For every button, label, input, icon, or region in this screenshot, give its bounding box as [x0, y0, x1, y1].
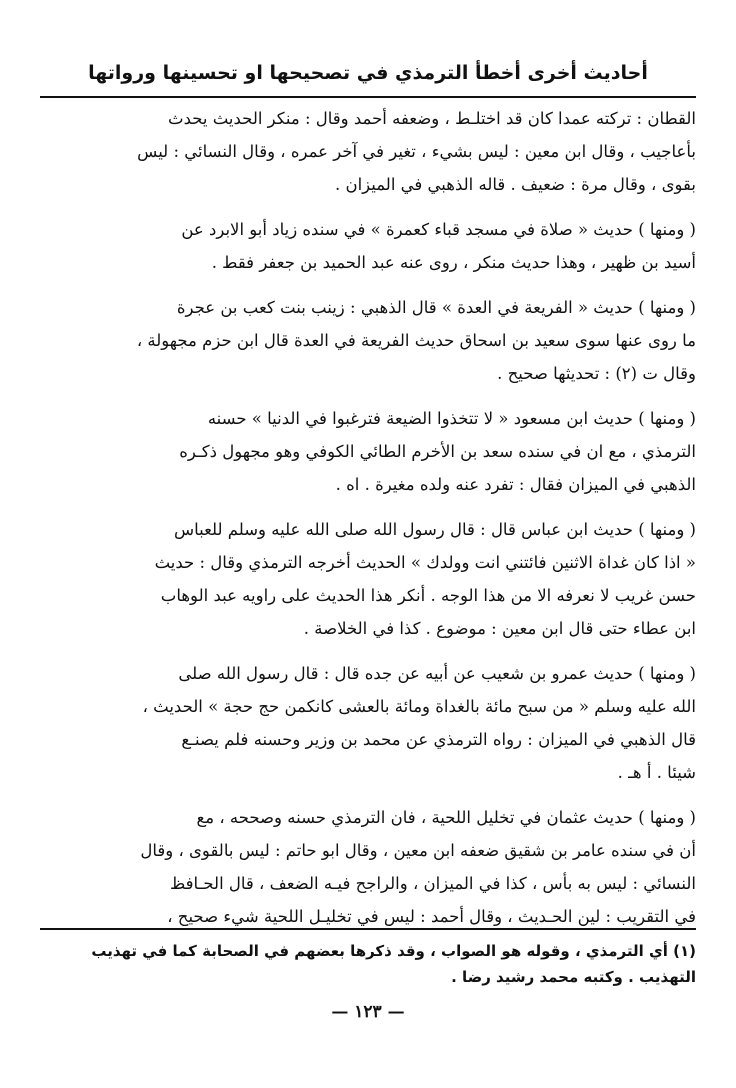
page-number: — ١٢٣ — [331, 1002, 405, 1022]
paragraph-7 [40, 801, 696, 933]
text-line: أسيد بن ظهير ، وهذا حديث منكر ، روى عنه عبد الحميد بن جعفر فقط . [211, 253, 696, 272]
paragraph-2 [40, 213, 696, 279]
text-line: ( ومنها ) حديث ابن عباس قال : قال رسول الله صلى الله عليه وسلم للعباس [173, 520, 696, 539]
main-text [40, 102, 696, 945]
text-line: وقال ت (٢) : تحديثها صحيح . [497, 364, 696, 383]
text-line: بقوى ، وقال مرة : ضعيف . قاله الذهبي في الميزان . [334, 175, 696, 194]
text-line: ( ومنها ) حديث عمرو بن شعيب عن أبيه عن جده قال : قال رسول الله صلى [178, 664, 696, 683]
text-line: ( ومنها ) حديث « الفريعة في العدة » قال الذهبي : زينب بنت كعب بن عجرة [176, 298, 696, 317]
text-line: حسن غريب لا نعرفه الا من هذا الوجه . أنكر هذا الحديث على راويه عبد الوهاب [160, 586, 696, 605]
text-line: ( ومنها ) حديث عثمان في تخليل اللحية ، فان الترمذي حسنه وصححه ، مع [196, 808, 696, 827]
footnote-line: (١) أي الترمذي ، وقوله هو الصواب ، وقد ذكرها بعضهم في الصحابة كما في تهذيب [91, 942, 696, 960]
paragraph-3 [40, 291, 696, 390]
paragraph-4 [40, 402, 696, 501]
text-line: قال الذهبي في الميزان : رواه الترمذي عن محمد بن وزير وحسنه فلم يصنـع [181, 730, 696, 749]
book-page [40, 56, 696, 1056]
text-line: « اذا كان غداة الاثنين فائتني انت وولدك » الحديث أخرجه الترمذي وقال : حديث [154, 553, 696, 572]
footnote-line: التهذيب . وكتبه محمد رشيد رضا . [451, 968, 696, 986]
header-divider [40, 96, 696, 98]
text-line: في التقريب : لين الحـديث ، وقال أحمد : ليس في تخليـل اللحية شيء صحيح ، [167, 907, 696, 926]
footnote-divider [40, 928, 696, 930]
paragraph-1 [40, 102, 696, 201]
text-line: الله عليه وسلم « من سبح مائة بالغداة ومائة بالعشى كانكمن حج حجة » الحديث ، [142, 697, 696, 716]
text-line: ( ومنها ) حديث « صلاة في مسجد قباء كعمرة » في سنده زياد أبو الابرد عن [181, 220, 696, 239]
text-line: ( ومنها ) حديث ابن مسعود « لا تتخذوا الضيعة فترغبوا في الدنيا » حسنه [207, 409, 696, 428]
text-line: ابن عطاء حتى قال ابن معين : موضوع . كذا في الخلاصة . [303, 619, 696, 638]
text-line: الترمذي ، مع ان في سنده سعد بن الأخرم الطائي الكوفي وهو مجهول ذكـره [179, 442, 696, 461]
text-line: شيئا . أ هـ . [617, 763, 696, 782]
paragraph-6 [40, 657, 696, 789]
text-line: الذهبي في الميزان فقال : تفرد عنه ولده مغيرة . اه . [335, 475, 696, 494]
paragraph-5 [40, 513, 696, 645]
running-header: أحاديث أخرى أخطأ الترمذي في تصحيحها او تحسينها ورواتها [88, 62, 648, 84]
text-line: ما روى عنها سوى سعيد بن اسحاق حديث الفريعة في العدة قال ابن حزم مجهولة ، [136, 331, 696, 350]
text-line: النسائي : ليس به بأس ، كذا في الميزان ، والراجح فيـه الضعف ، قال الحـافظ [169, 874, 696, 893]
text-line: أن في سنده عامر بن شقيق ضعفه ابن معين ، وقال ابو حاتم : ليس بالقوى ، وقال [140, 841, 696, 860]
text-line: بأعاجيب ، وقال ابن معين : ليس بشيء ، تغير في آخر عمره ، وقال النسائي : ليس [137, 142, 696, 161]
text-line: القطان : تركته عمدا كان قد اختلـط ، وضعفه أحمد وقال : منكر الحديث يحدث [168, 109, 696, 128]
footnote [40, 938, 696, 990]
